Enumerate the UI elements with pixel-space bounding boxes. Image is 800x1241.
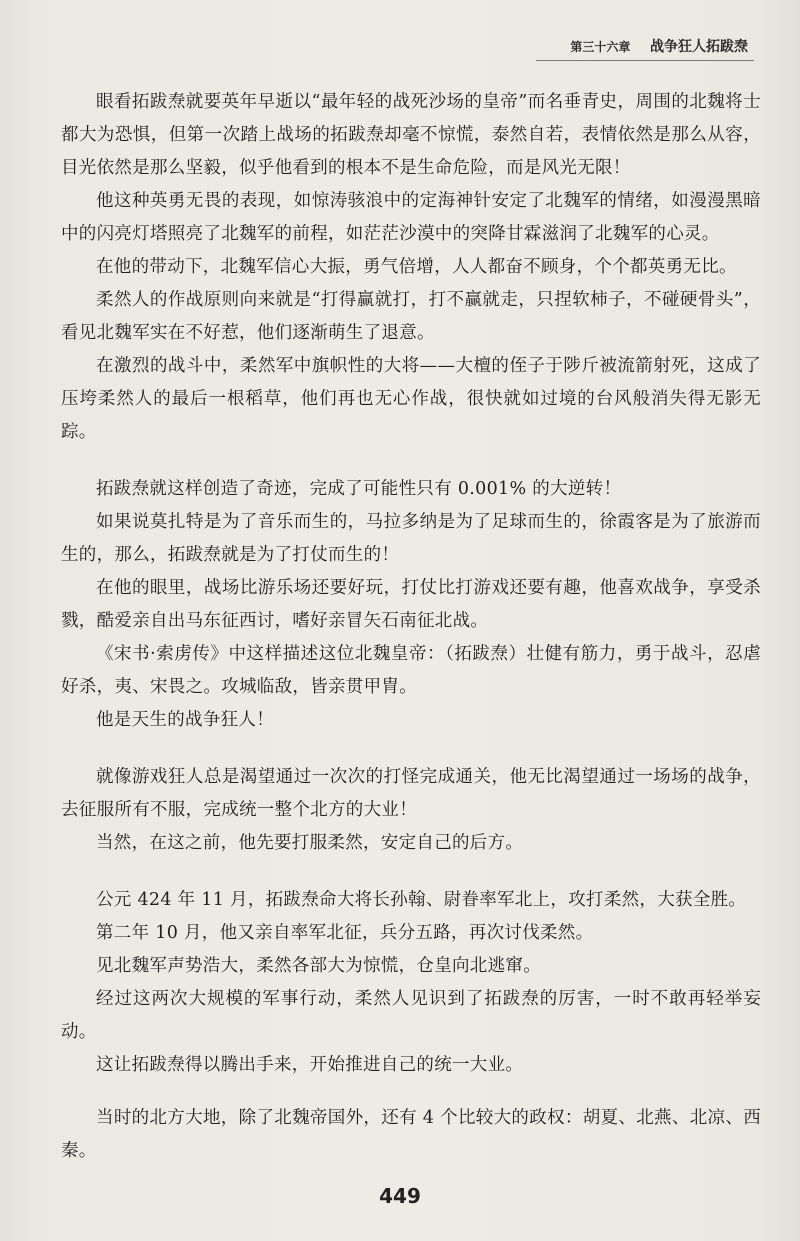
paragraph: 他这种英勇无畏的表现，如惊涛骇浪中的定海神针安定了北魏军的情绪，如漫漫黑暗中的闪亮灯塔照亮了北魏军的前程，如茫茫沙漠中的突降甘霖滋润了北魏军的心灵。	[61, 191, 761, 244]
paragraph: 第二年 10 月，他又亲自率军北征，兵分五路，再次讨伐柔然。	[96, 923, 594, 943]
paragraph: 柔然人的作战原则向来就是“打得赢就打，打不赢就走，只捏软柿子，不碰硬骨头”，看见北魏军实在不好惹，他们逐渐萌生了退意。	[61, 290, 761, 343]
paragraph: 眼看拓跋焘就要英年早逝以“最年轻的战死沙场的皇帝”而名垂青史，周围的北魏将士都大为恐惧，但第一次踏上战场的拓跋焘却毫不惊慌，泰然自若，表情依然是那么从容，目光依然是那么坚毅，似乎他看到的根本不是生命危险，而是风光无限！	[61, 92, 761, 178]
paragraph: 就像游戏狂人总是渴望通过一次次的打怪完成通关，他无比渴望通过一场场的战争，去征服所有不服，完成统一整个北方的大业！	[61, 767, 761, 820]
paragraph: 这让拓跋焘得以腾出手来，开始推进自己的统一大业。	[96, 1055, 524, 1075]
running-header	[570, 36, 748, 56]
paragraph: 在激烈的战斗中，柔然军中旗帜性的大将——大檀的侄子于陟斤被流箭射死，这成了压垮柔然人的最后一根稻草，他们再也无心作战，很快就如过境的台风般消失得无影无踪。	[61, 356, 761, 442]
paragraph: 当然，在这之前，他先要打服柔然，安定自己的后方。	[96, 833, 524, 853]
body-text	[61, 86, 761, 1168]
header-rule	[536, 60, 754, 61]
paragraph: 公元 424 年 11 月，拓跋焘命大将长孙翰、尉眷率军北上，攻打柔然，大获全胜。	[96, 890, 747, 910]
paragraph: 他是天生的战争狂人！	[96, 710, 274, 730]
chapter-title: 战争狂人拓跋焘	[650, 39, 748, 55]
paragraph: 经过这两次大规模的军事行动，柔然人见识到了拓跋焘的厉害，一时不敢再轻举妄动。	[61, 989, 761, 1042]
paragraph: 见北魏军声势浩大，柔然各部大为惊慌，仓皇向北逃窜。	[96, 956, 541, 976]
paragraph: 《宋书·索虏传》中这样描述这位北魏皇帝：（拓跋焘）壮健有筋力，勇于战斗，忍虐好杀，夷、宋畏之。攻城临敌，皆亲贯甲胄。	[61, 644, 761, 697]
chapter-number: 第三十六章	[570, 40, 631, 54]
paragraph: 在他的眼里，战场比游乐场还要好玩，打仗比打游戏还要有趣，他喜欢战争，享受杀戮，酷爱亲自出马东征西讨，嗜好亲冒矢石南征北战。	[61, 578, 761, 631]
paragraph: 在他的带动下，北魏军信心大振，勇气倍增，人人都奋不顾身，个个都英勇无比。	[96, 257, 737, 277]
paragraph: 当时的北方大地，除了北魏帝国外，还有 4 个比较大的政权：胡夏、北燕、北凉、西秦。	[61, 1108, 761, 1161]
page-number: 449	[379, 1184, 421, 1208]
paragraph: 拓跋焘就这样创造了奇迹，完成了可能性只有 0.001% 的大逆转！	[96, 479, 622, 499]
paragraph: 如果说莫扎特是为了音乐而生的，马拉多纳是为了足球而生的，徐霞客是为了旅游而生的，那么，拓跋焘就是为了打仗而生的！	[61, 512, 761, 565]
